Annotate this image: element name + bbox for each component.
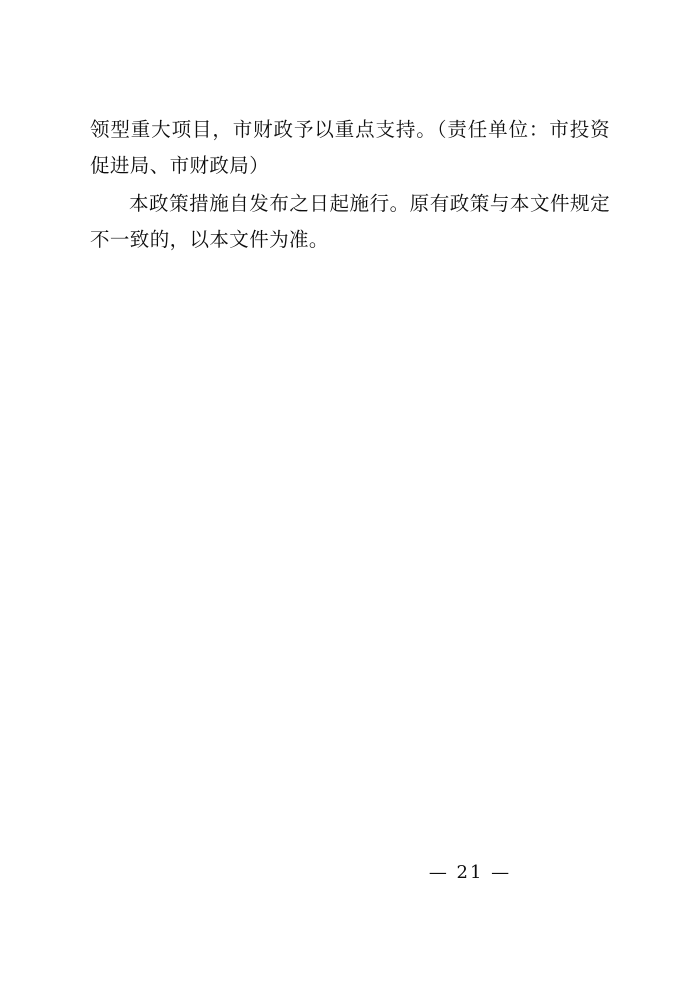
- page-footer: [0, 862, 700, 883]
- paragraph-continued: 领型重大项目，市财政予以重点支持。（责任单位：市投资促进局、市财政局）: [90, 118, 610, 177]
- paragraph-effective-date: 本政策措施自发布之日起施行。原有政策与本文件规定不一致的，以本文件为准。: [90, 192, 610, 251]
- page-number: — 21 —: [428, 862, 512, 883]
- document-body: [90, 112, 610, 258]
